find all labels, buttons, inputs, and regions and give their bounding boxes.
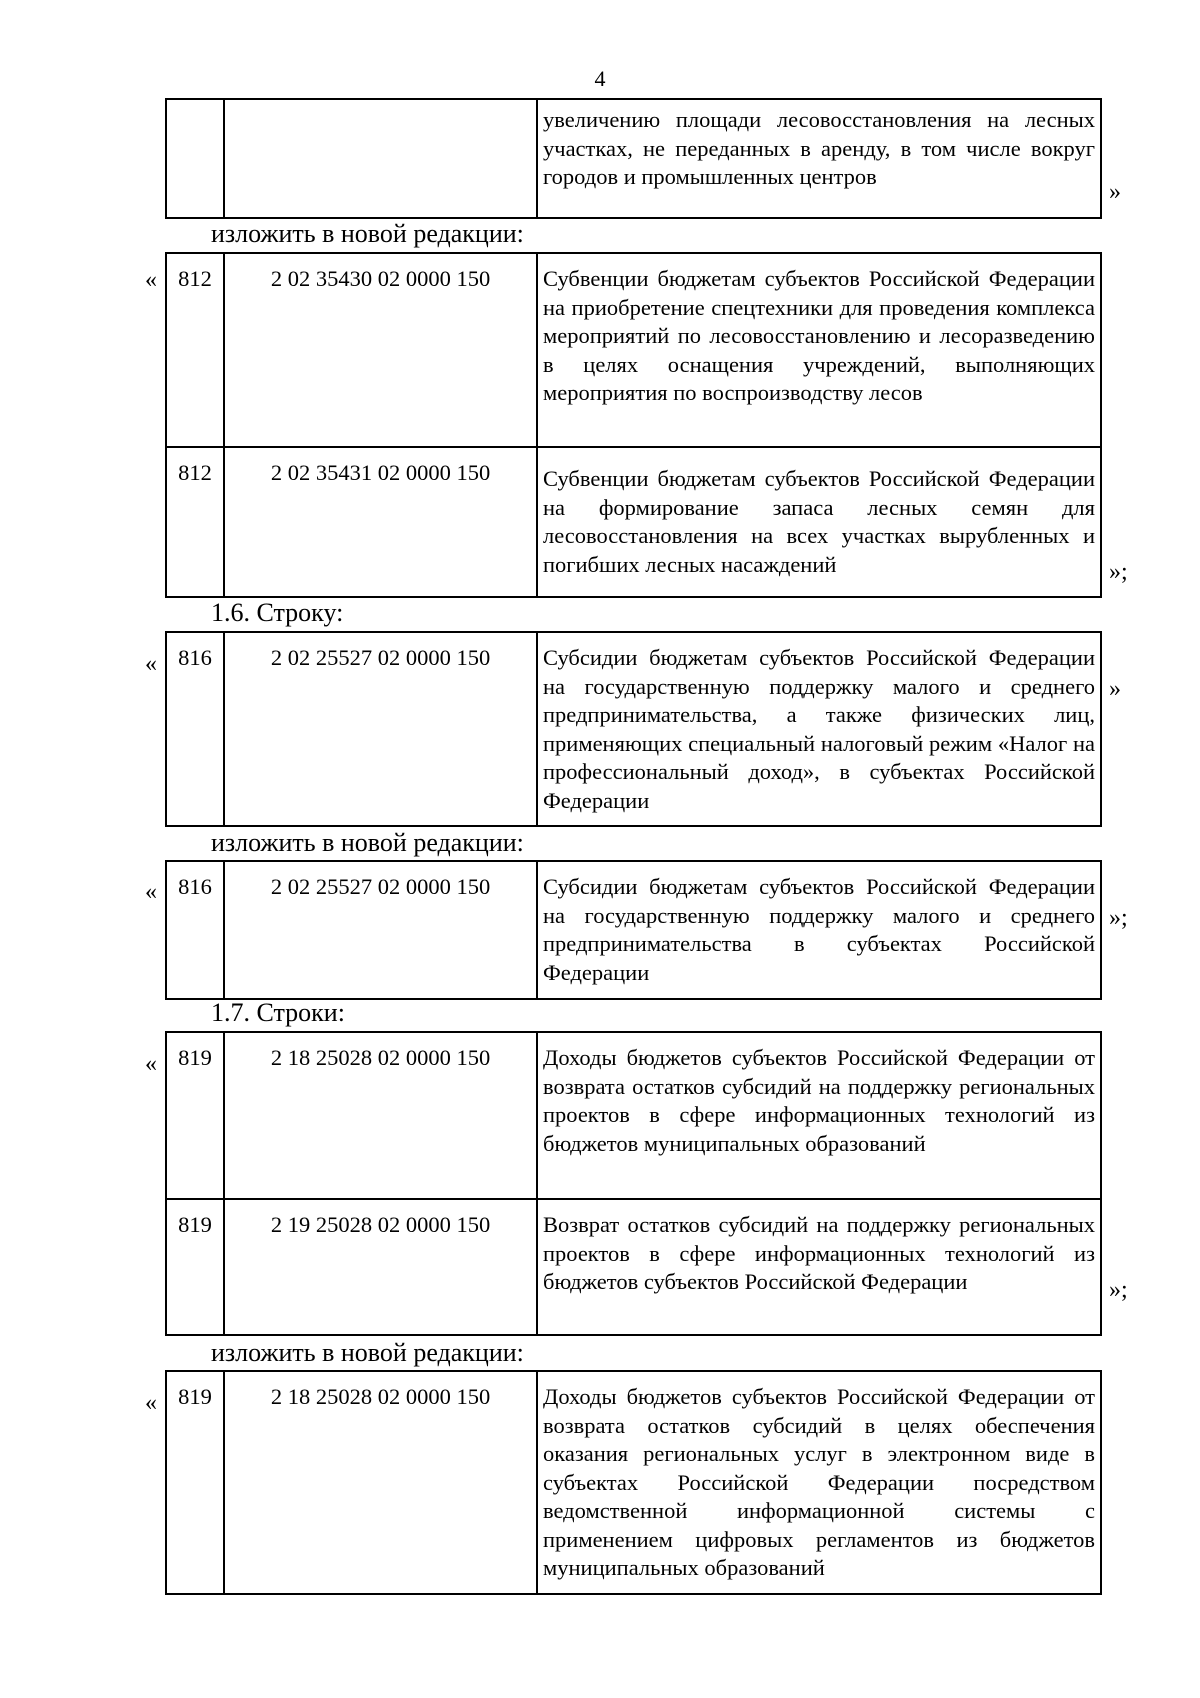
admin-code-cell: 812 [166, 253, 224, 447]
table-rows-1-7 [165, 1031, 1102, 1336]
description-cell: увеличению площади лесовосстановления на лесных участках, не переданных в аренду, в том числе вокруг городов и промышленных центров [537, 99, 1101, 218]
table-row [166, 99, 1101, 218]
new-edition-label: изложить в новой редакции: [211, 828, 524, 857]
table-new-edition-816 [165, 860, 1102, 1000]
revenue-code-cell: 2 18 25028 02 0000 150 [224, 1032, 537, 1199]
opening-quote: « [145, 651, 157, 677]
closing-quote-semicolon: »; [1109, 1277, 1128, 1303]
opening-quote: « [145, 879, 157, 905]
table-new-edition-812 [165, 252, 1102, 598]
admin-code-cell: 819 [166, 1032, 224, 1199]
table-row [166, 447, 1101, 597]
description-cell: Доходы бюджетов субъектов Российской Федерации от возврата остатков субсидий на поддержку региональных проектов в сфере информационных технологий из бюджетов муниципальных образований [537, 1032, 1101, 1199]
revenue-code-cell [224, 99, 537, 218]
description-cell: Возврат остатков субсидий на поддержку региональных проектов в сфере информационных технологий из бюджетов субъектов Российской Федерации [537, 1199, 1101, 1335]
revenue-code-cell: 2 02 25527 02 0000 150 [224, 861, 537, 999]
table-row [166, 1032, 1101, 1199]
revenue-code-cell: 2 19 25028 02 0000 150 [224, 1199, 537, 1335]
description-cell: Субсидии бюджетам субъектов Российской Федерации на государственную поддержку малого и среднего предпринимательства в субъектах Российской Федерации [537, 861, 1101, 999]
new-edition-label: изложить в новой редакции: [211, 219, 524, 248]
table-row [166, 1199, 1101, 1335]
description-cell: Субвенции бюджетам субъектов Российской Федерации на приобретение спецтехники для проведения комплекса мероприятий по лесовосстановлению и лесоразведению в целях оснащения учреждений, выполняющих мероприятия по воспроизводству лесов [537, 253, 1101, 447]
admin-code-cell: 816 [166, 632, 224, 826]
closing-quote-semicolon: »; [1109, 559, 1128, 585]
section-1-6-label: 1.6. Строку: [211, 598, 344, 627]
closing-quote-semicolon: »; [1109, 905, 1128, 931]
revenue-code-cell: 2 02 25527 02 0000 150 [224, 632, 537, 826]
admin-code-cell: 819 [166, 1199, 224, 1335]
admin-code-cell: 812 [166, 447, 224, 597]
opening-quote: « [145, 1390, 157, 1416]
page-number: 4 [594, 66, 606, 91]
admin-code-cell [166, 99, 224, 218]
closing-quote: » [1109, 179, 1121, 205]
description-cell: Субвенции бюджетам субъектов Российской Федерации на формирование запаса лесных семян для лесовосстановления на всех участках вырубленных и погибших лесных насаждений [537, 447, 1101, 597]
table-new-edition-819 [165, 1370, 1102, 1595]
opening-quote: « [145, 1051, 157, 1077]
table-continuation [165, 98, 1102, 219]
table-row [166, 632, 1101, 826]
table-row-1-6 [165, 631, 1102, 827]
description-cell: Доходы бюджетов субъектов Российской Федерации от возврата остатков субсидий в целях обеспечения оказания региональных услуг в электронном виде в субъектах Российской Федерации посредством ведомственной информационной системы с применением цифровых регламентов из бюджетов муниципальных образований [537, 1371, 1101, 1594]
revenue-code-cell: 2 18 25028 02 0000 150 [224, 1371, 537, 1594]
closing-quote: » [1109, 676, 1121, 702]
revenue-code-cell: 2 02 35431 02 0000 150 [224, 447, 537, 597]
opening-quote: « [145, 267, 157, 293]
new-edition-label: изложить в новой редакции: [211, 1338, 524, 1367]
section-1-7-label: 1.7. Строки: [211, 998, 345, 1027]
table-row [166, 861, 1101, 999]
admin-code-cell: 816 [166, 861, 224, 999]
admin-code-cell: 819 [166, 1371, 224, 1594]
description-cell: Субсидии бюджетам субъектов Российской Федерации на государственную поддержку малого и среднего предпринимательства, а также физических лиц, применяющих специальный налоговый режим «Налог на профессиональный доход», в субъектах Российской Федерации [537, 632, 1101, 826]
table-row [166, 253, 1101, 447]
table-row [166, 1371, 1101, 1594]
revenue-code-cell: 2 02 35430 02 0000 150 [224, 253, 537, 447]
